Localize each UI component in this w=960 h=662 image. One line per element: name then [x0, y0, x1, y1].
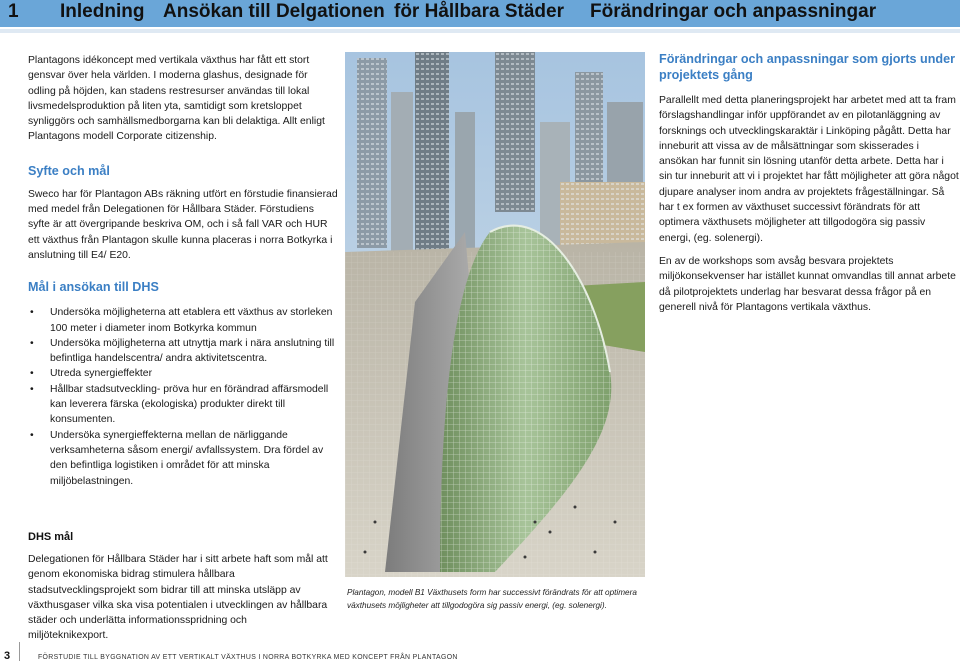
greenhouse-image — [345, 52, 645, 577]
dhs-section — [28, 530, 328, 644]
dhs-paragraph: Delegationen för Hållbara Städer har i sitt arbete haft som mål att genom ekonomiska bidrag stimulera hållbara stadsutvecklingsprojekt som bidrar till att minska utsläpp av växthusgaser vilka ska visa potentialen i utvecklingen av hållbara städer och underlätta informationsspridning och miljöteknikexport. — [28, 554, 328, 642]
syfte-paragraph: Sweco har för Plantagon ABs räkning utfört en förstudie finansierad med medel från Delegationen för Hållbara Städer. Förstudiens syfte är att övergripande beskriva OM, och i så fall VAR och HUR ett växthus från Plantagon skulle kunna placeras i norra Botkyrka i anslutning till E4/ E20. — [28, 188, 338, 261]
header-item-inledning: Inledning — [60, 1, 145, 22]
header-item-hallbara: för Hållbara Städer — [394, 1, 564, 22]
changes-paragraph-2: En av de workshops som avsåg besvara projektets miljökonsekvenser har istället kunnat omvandlas till annat arbete då pilotprojektets underlag har besvarat dessa frågor på en generell nivå för Plantagons vertikala växthus. — [659, 255, 956, 313]
list-item: • Hållbar stadsutveckling- pröva hur en förändrad affärsmodell kan leverera färska (ekologiska) produkter direkt till konsumenten. — [28, 382, 338, 428]
header-bar — [0, 0, 960, 27]
mal-heading: Mål i ansökan till DHS — [28, 280, 159, 295]
header-number: 1 — [8, 1, 19, 22]
right-column — [659, 51, 959, 315]
changes-heading: Förändringar och anpassningar som gjorts under projektets gång — [659, 52, 955, 82]
list-item: • Undersöka möjligheterna att utnyttja mark i nära anslutning till befintliga handelscentra/ andra aktivitetscentra. — [28, 336, 338, 367]
dhs-heading: DHS mål — [28, 531, 74, 543]
header-item-ansokan: Ansökan till Delgationen — [163, 1, 385, 22]
footer-divider — [19, 642, 20, 661]
page-number: 3 — [4, 650, 11, 662]
left-column — [28, 53, 338, 489]
header-item-forandringar: Förändringar och anpassningar — [590, 1, 877, 22]
mal-list — [28, 305, 338, 489]
list-item: • Undersöka synergieffekterna mellan de närliggande verksamheterna såsom energi/ avfallssystem. Dra fördel av den befintliga logistiken i området för att minska miljöbelastningen. — [28, 428, 338, 489]
intro-paragraph: Plantagons idékoncept med vertikala växthus har fått ett stort gensvar över hela världen. I moderna glashus, designade för odling på höjden, kan stadens restresurser användas till lokal livsmedelsproduktion på liten yta, samtidigt som kretsloppet synliggörs och samhällsmedborgarna kan bli delaktiga. Allt enligt Plantagons modell Corporate citizenship. — [28, 55, 325, 143]
syfte-heading: Syfte och mål — [28, 163, 110, 178]
list-item: • Undersöka möjligheterna att etablera ett växthus av storleken 100 meter i diameter inom Botkyrka kommun — [28, 305, 338, 336]
image-caption: Plantagon, modell B1 Växthusets form har successivt förändrats för att optimera växthusets möjligheter att tillgodogöra sig passiv energi, (eg. solenergi). — [347, 588, 637, 610]
changes-paragraph-1: Parallellt med detta planeringsprojekt har arbetet med att ta fram förslagshandlingar inför uppförandet av en pilotanläggning av forsknings och utvecklingskaraktär i Linköping pågått. Detta har inneburit att vissa av de målsättningar som skisserades i ansökan har funnit sin lösning utanför detta arbete. Detta har i sin tur inneburit att vi i projektet har fått möjligheter att göra något djupare analyser inom andra av projektets frågeställningar. Så har t ex formen av växthuset successivt förändrats för att optimera växthusets möjligheter att tillgodogöra sig passiv energi, (eg. solenergi). — [659, 95, 959, 244]
footer-text: FÖRSTUDIE TILL BYGGNATION AV ETT VERTIKALT VÄXTHUS I NORRA BOTKYRKA MED KONCEPT FRÅN PLANTAGON — [38, 654, 458, 661]
header-divider — [0, 29, 960, 33]
list-item: • Utreda synergieffekter — [28, 366, 338, 381]
